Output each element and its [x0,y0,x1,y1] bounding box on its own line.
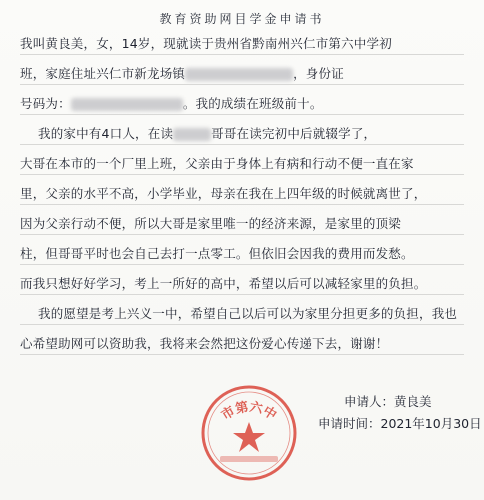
body-line: 大哥在本市的一个厂里上班，父亲由于身体上有病和行动不便一直在家 [20,156,414,171]
document-title: 教育资助网目学金申请书 [159,12,325,26]
application-date: 申请时间：2021年10月30日 [318,416,482,431]
ruled-line [20,144,464,145]
body-line [0,64,484,84]
ruled-line [20,354,464,355]
line-text-after: ，身份证 [293,66,344,81]
ruled-line [20,174,464,175]
redacted-field [71,98,183,111]
ruled-line [20,324,464,325]
applicant-signature: 申请人：黄良美 [344,394,432,409]
body-line [0,94,484,114]
ruled-line [20,114,464,115]
body-line: 因为父亲行动不便，所以大哥是家里唯一的经济来源，是家里的顶梁 [20,216,402,231]
body-line: 心希望助网可以资助我，我将来会然把这份爱心传递下去，谢谢！ [20,336,389,351]
line-text-before: 我的家中有4口人，在读 [38,126,174,141]
body-line: 我的愿望是考上兴义一中，希望自己以后可以为家里分担更多的负担，我也 [38,306,458,321]
seal-star-icon [233,422,265,452]
body-line: 而我只想好好学习，考上一所好的高中，希望以后可以减轻家里的负担。 [20,276,427,291]
body-line: 里，父亲的水平不高，小学毕业，母亲在我在上四年级的时候就离世了， [20,186,427,201]
redacted-field [185,68,293,81]
ruled-line [20,294,464,295]
ruled-line [20,234,464,235]
body-line: 柱，但哥哥平时也会自己去打一点零工。但依旧会因我的费用而发愁。 [20,246,414,261]
body-line [0,124,484,144]
line-text-before: 班，家庭住址兴仁市新龙场镇 [20,66,186,81]
redacted-field [173,128,211,141]
line-text-before: 号码为： [20,96,71,111]
ruled-line [20,204,464,205]
seal-text: 市第六中 [219,399,279,424]
ruled-line [20,54,464,55]
ruled-line [20,264,464,265]
school-seal-stamp [198,382,300,484]
body-line: 我叫黄良美，女，14岁，现就读于贵州省黔南州兴仁市第六中学初 [20,36,392,51]
ruled-line [20,84,464,85]
line-text-after: 哥哥在读完初中后就辍学了， [211,126,377,141]
line-text-after: 。我的成绩在班级前十。 [182,96,323,111]
